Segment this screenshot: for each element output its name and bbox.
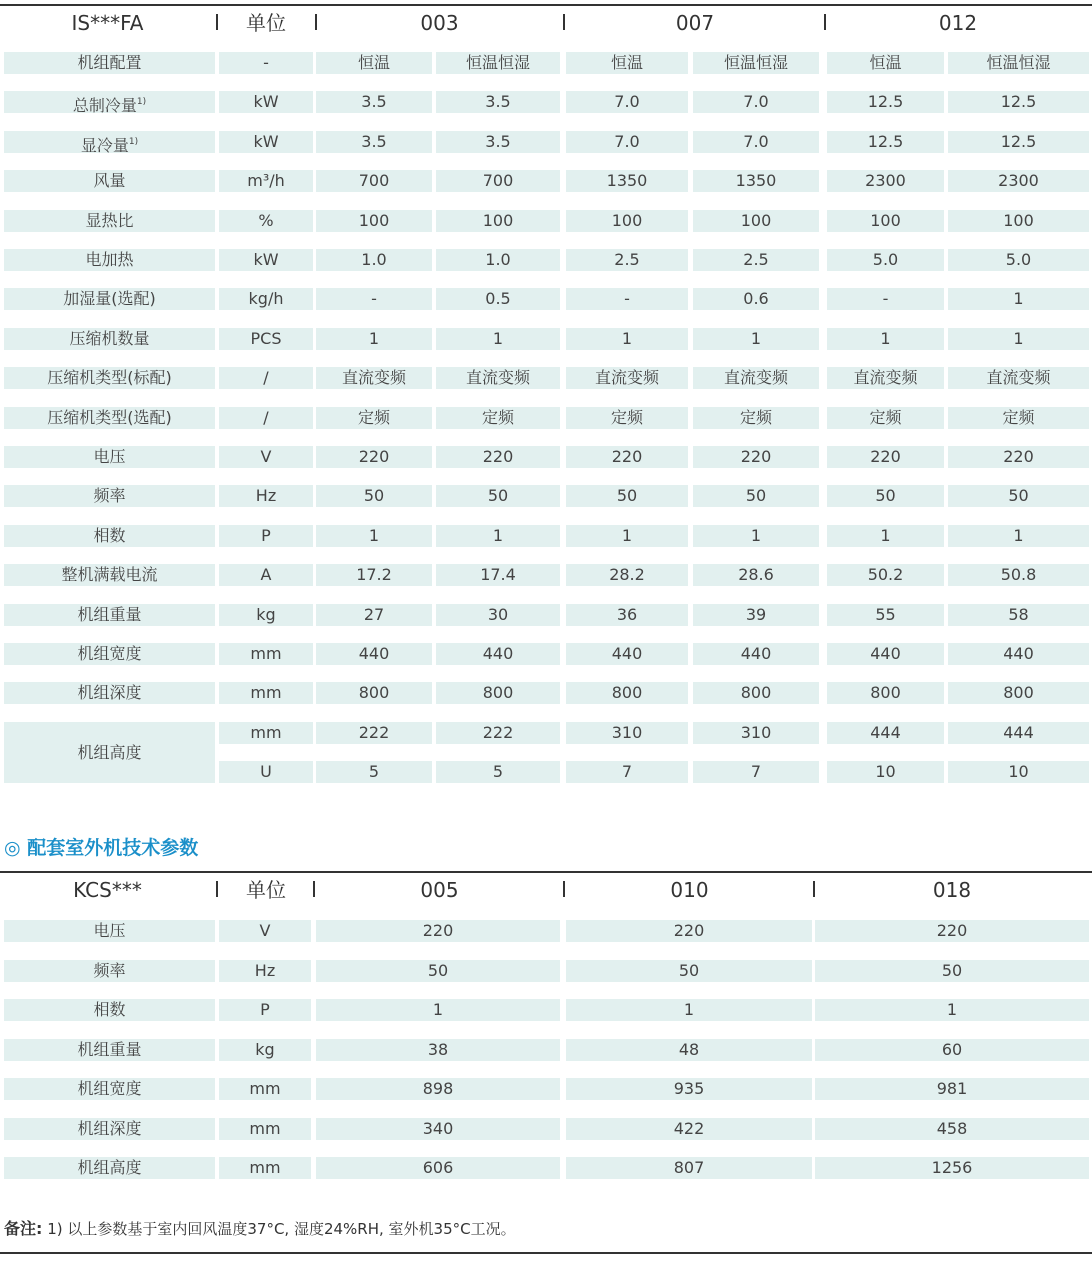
row-value: 恒温恒湿 (436, 52, 560, 74)
row-value: 50 (436, 485, 560, 507)
row-label: 机组深度 (4, 1118, 215, 1140)
row-value: 50 (566, 485, 688, 507)
table-row (0, 960, 1092, 982)
row-value: 220 (815, 920, 1089, 942)
row-label (4, 446, 215, 468)
row-label (4, 682, 215, 704)
row-value: 440 (316, 643, 432, 665)
row-unit: / (219, 367, 313, 389)
row-value: 1 (948, 328, 1089, 350)
row-value: 444 (827, 722, 944, 744)
row-value: 7.0 (566, 131, 688, 153)
row-value: 恒温恒湿 (693, 52, 819, 74)
indoor-group-007-header: 007 (675, 11, 715, 35)
outdoor-group-005-header: 005 (420, 878, 459, 902)
row-unit: kW (219, 131, 313, 153)
row-value: 7.0 (693, 91, 819, 113)
table-row (0, 446, 1092, 468)
row-label-text: 电加热 (85, 250, 134, 269)
row-value: 100 (827, 210, 944, 232)
indoor-table-header (0, 4, 1092, 42)
row-unit: kW (219, 249, 313, 271)
table-row (0, 643, 1092, 665)
row-value: 60 (815, 1039, 1089, 1061)
row-unit: / (219, 407, 313, 429)
row-label (4, 485, 215, 507)
row-value: 直流变频 (827, 367, 944, 389)
row-value: 10 (827, 761, 944, 783)
row-value: 恒温 (566, 52, 688, 74)
row-value: 100 (316, 210, 432, 232)
outdoor-unit-header: 单位 (246, 878, 286, 902)
row-value: 30 (436, 604, 560, 626)
row-value: 1 (316, 328, 432, 350)
row-value: 0.6 (693, 288, 819, 310)
row-value: - (316, 288, 432, 310)
row-value: 55 (827, 604, 944, 626)
row-value: 12.5 (948, 91, 1089, 113)
row-label (4, 52, 215, 74)
footnote-marker: 1) (128, 136, 139, 147)
row-value: 3.5 (436, 91, 560, 113)
row-label-text: 加湿量(选配) (63, 289, 156, 309)
row-unit: kg (219, 604, 313, 626)
row-value: 17.2 (316, 564, 432, 586)
row-value: 定频 (948, 407, 1089, 429)
row-value: 1350 (693, 170, 819, 192)
row-label (4, 328, 215, 350)
row-value: 2.5 (566, 249, 688, 271)
row-label (4, 407, 215, 429)
row-value: 50.8 (948, 564, 1089, 586)
row-value: 50 (827, 485, 944, 507)
row-value: 100 (566, 210, 688, 232)
row-value: 222 (436, 722, 560, 744)
row-value: 1 (693, 525, 819, 547)
row-value: 27 (316, 604, 432, 626)
row-value: 48 (566, 1039, 812, 1061)
row-value: 1 (827, 525, 944, 547)
row-value: 700 (316, 170, 432, 192)
row-value: 定频 (566, 407, 688, 429)
row-value: 2300 (948, 170, 1089, 192)
row-value: - (566, 288, 688, 310)
row-value: 800 (827, 682, 944, 704)
row-value: 220 (566, 920, 812, 942)
row-value: 800 (948, 682, 1089, 704)
row-value: 220 (316, 920, 560, 942)
header-separator (313, 881, 315, 897)
row-value: 458 (815, 1118, 1089, 1140)
footnote (4, 1216, 516, 1239)
row-label-text: 显冷量 (80, 135, 129, 153)
row-value: 220 (693, 446, 819, 468)
row-label (4, 367, 215, 389)
row-value: 7 (566, 761, 688, 783)
row-value: 定频 (316, 407, 432, 429)
row-value: 58 (948, 604, 1089, 626)
row-value: 1 (566, 999, 812, 1021)
row-value: 直流变频 (693, 367, 819, 389)
row-unit: PCS (219, 328, 313, 350)
table-row (0, 564, 1092, 586)
row-label (4, 525, 215, 547)
row-value: 100 (693, 210, 819, 232)
row-label (4, 131, 215, 153)
row-label: 机组宽度 (4, 1078, 215, 1100)
row-label-text: 电压 (93, 447, 126, 466)
row-label-text: 风量 (93, 171, 126, 191)
row-value: 50.2 (827, 564, 944, 586)
row-value: 700 (436, 170, 560, 192)
row-value: 2300 (827, 170, 944, 192)
header-separator (563, 881, 565, 897)
table-row (0, 525, 1092, 547)
row-label-text: 总制冷量 (72, 96, 137, 114)
row-label (4, 91, 215, 113)
row-unit: - (219, 52, 313, 74)
row-value: 恒温 (316, 52, 432, 74)
row-value: 981 (815, 1078, 1089, 1100)
row-label-text: 压缩机类型(选配) (47, 407, 172, 427)
row-value: 800 (566, 682, 688, 704)
table-row (0, 999, 1092, 1021)
row-value: 5.0 (948, 249, 1089, 271)
row-label-text: 压缩机类型(标配) (47, 368, 172, 388)
row-value: 12.5 (827, 91, 944, 113)
row-value: 10 (948, 761, 1089, 783)
row-label-text: 整机满载电流 (61, 565, 158, 585)
row-label (4, 564, 215, 586)
row-value: 直流变频 (566, 367, 688, 389)
row-label (4, 210, 215, 232)
row-label-text: 相数 (93, 525, 126, 545)
row-unit: U (219, 761, 313, 783)
row-value: 1 (566, 328, 688, 350)
row-value: 1 (316, 525, 432, 547)
row-label (4, 288, 215, 310)
row-value: 恒温恒湿 (948, 52, 1089, 74)
row-label (4, 643, 215, 665)
row-unit: kg (219, 1039, 311, 1061)
row-value: 440 (827, 643, 944, 665)
row-value: 定频 (827, 407, 944, 429)
row-value: 1 (436, 328, 560, 350)
row-value: 220 (316, 446, 432, 468)
header-separator (824, 14, 826, 30)
row-unit: mm (219, 1078, 311, 1100)
row-value: 5.0 (827, 249, 944, 271)
row-value: 38 (316, 1039, 560, 1061)
row-value: 1 (436, 525, 560, 547)
row-label-text: 机组深度 (77, 683, 142, 703)
row-value: 50 (815, 960, 1089, 982)
row-value: 1 (815, 999, 1089, 1021)
row-value: 222 (316, 722, 432, 744)
table-row (0, 1039, 1092, 1061)
footnote-marker: 1) (136, 97, 147, 108)
row-value: 12.5 (948, 131, 1089, 153)
outdoor-group-010-header: 010 (670, 878, 709, 902)
row-unit: mm (219, 643, 313, 665)
row-value: 定频 (436, 407, 560, 429)
row-label: 机组高度 (4, 1157, 215, 1179)
row-label-text: 机组宽度 (77, 644, 142, 663)
section-circle-icon: ◎ (4, 837, 21, 859)
section-title-text: 配套室外机技术参数 (27, 837, 199, 859)
table-row (0, 170, 1092, 192)
row-value: 50 (316, 960, 560, 982)
row-label-text: 机组重量 (77, 604, 142, 624)
row-unit: mm (219, 1118, 311, 1140)
row-value: 800 (316, 682, 432, 704)
row-value: 100 (948, 210, 1089, 232)
row-unit: kg/h (219, 288, 313, 310)
table-row (0, 288, 1092, 310)
row-value: 1 (693, 328, 819, 350)
table-row (0, 1157, 1092, 1179)
row-value: 50 (316, 485, 432, 507)
height-merged-label: 机组高度 (4, 722, 215, 783)
indoor-group-012-header: 012 (938, 11, 978, 35)
row-value: 310 (693, 722, 819, 744)
row-value: 807 (566, 1157, 812, 1179)
row-value: 1 (948, 525, 1089, 547)
header-separator (216, 881, 218, 897)
table-row (0, 91, 1092, 113)
row-value: 444 (948, 722, 1089, 744)
row-value: 28.6 (693, 564, 819, 586)
row-label: 机组重量 (4, 1039, 215, 1061)
row-value: 0.5 (436, 288, 560, 310)
row-value: 36 (566, 604, 688, 626)
outdoor-group-018-header: 018 (932, 878, 972, 902)
header-separator (563, 14, 565, 30)
row-value: 1.0 (436, 249, 560, 271)
row-label (4, 604, 215, 626)
header-separator (216, 14, 218, 30)
table-row (0, 920, 1092, 942)
row-label: 电压 (4, 920, 215, 942)
row-value: 直流变频 (316, 367, 432, 389)
row-value: 50 (693, 485, 819, 507)
row-value: 7 (693, 761, 819, 783)
row-value: 440 (566, 643, 688, 665)
table-row (0, 1118, 1092, 1140)
row-value: 直流变频 (436, 367, 560, 389)
row-unit: Hz (219, 485, 313, 507)
row-value: 220 (948, 446, 1089, 468)
row-value: 恒温 (827, 52, 944, 74)
indoor-group-003-header: 003 (420, 11, 459, 35)
outdoor-table-header (0, 871, 1092, 909)
row-value: 7.0 (693, 131, 819, 153)
row-unit: mm (219, 682, 313, 704)
table-row (0, 485, 1092, 507)
row-unit: P (219, 999, 311, 1021)
row-value: 422 (566, 1118, 812, 1140)
row-label (4, 249, 215, 271)
row-value: 3.5 (316, 131, 432, 153)
table-row (0, 682, 1092, 704)
row-label-text: 显热比 (85, 210, 134, 230)
row-value: 5 (316, 761, 432, 783)
table-row (0, 210, 1092, 232)
row-value: 2.5 (693, 249, 819, 271)
row-value: 340 (316, 1118, 560, 1140)
row-value: 17.4 (436, 564, 560, 586)
row-value: 898 (316, 1078, 560, 1100)
row-unit: kW (219, 91, 313, 113)
row-value: 220 (436, 446, 560, 468)
row-unit: mm (219, 1157, 311, 1179)
row-value: 定频 (693, 407, 819, 429)
row-unit: A (219, 564, 313, 586)
row-unit: m³/h (219, 170, 313, 192)
table-row (0, 367, 1092, 389)
row-value: 440 (948, 643, 1089, 665)
table-row (0, 249, 1092, 271)
footnote-text: 1) 以上参数基于室内回风温度37°C, 湿度24%RH, 室外机35°C工况。 (47, 1220, 516, 1238)
row-value: 310 (566, 722, 688, 744)
row-label: 相数 (4, 999, 215, 1021)
row-unit: P (219, 525, 313, 547)
row-value: 50 (948, 485, 1089, 507)
row-value: 440 (436, 643, 560, 665)
row-label-text: 机组配置 (77, 53, 142, 72)
table-row (0, 604, 1092, 626)
row-value: 3.5 (316, 91, 432, 113)
row-value: 3.5 (436, 131, 560, 153)
row-value: 100 (436, 210, 560, 232)
row-unit: V (219, 446, 313, 468)
row-value: 935 (566, 1078, 812, 1100)
row-label (4, 170, 215, 192)
row-value: 1350 (566, 170, 688, 192)
row-value: 1 (948, 288, 1089, 310)
bottom-rule (0, 1252, 1092, 1254)
outdoor-section-title (4, 833, 198, 860)
row-unit: V (219, 920, 311, 942)
outdoor-model-header: KCS*** (73, 878, 142, 902)
row-value: 5 (436, 761, 560, 783)
row-value: 1 (316, 999, 560, 1021)
row-unit: % (219, 210, 313, 232)
row-value: - (827, 288, 944, 310)
row-value: 220 (827, 446, 944, 468)
table-row (0, 407, 1092, 429)
indoor-model-header: IS***FA (71, 11, 144, 35)
table-row (0, 52, 1092, 74)
table-row (0, 131, 1092, 153)
row-value: 1 (827, 328, 944, 350)
row-value: 28.2 (566, 564, 688, 586)
row-value: 606 (316, 1157, 560, 1179)
footnote-prefix: 备注: (4, 1219, 43, 1238)
row-value: 直流变频 (948, 367, 1089, 389)
row-unit: mm (219, 722, 313, 744)
row-value: 39 (693, 604, 819, 626)
row-label: 频率 (4, 960, 215, 982)
row-label-text: 压缩机数量 (69, 328, 150, 348)
row-value: 800 (436, 682, 560, 704)
row-value: 220 (566, 446, 688, 468)
row-value: 1.0 (316, 249, 432, 271)
row-unit: Hz (219, 960, 311, 982)
table-row (0, 328, 1092, 350)
row-value: 1 (566, 525, 688, 547)
table-row (0, 1078, 1092, 1100)
row-value: 440 (693, 643, 819, 665)
row-value: 12.5 (827, 131, 944, 153)
row-value: 50 (566, 960, 812, 982)
row-value: 800 (693, 682, 819, 704)
row-value: 1256 (815, 1157, 1089, 1179)
indoor-unit-header: 单位 (246, 11, 286, 35)
row-label-text: 频率 (93, 486, 126, 506)
row-value: 7.0 (566, 91, 688, 113)
